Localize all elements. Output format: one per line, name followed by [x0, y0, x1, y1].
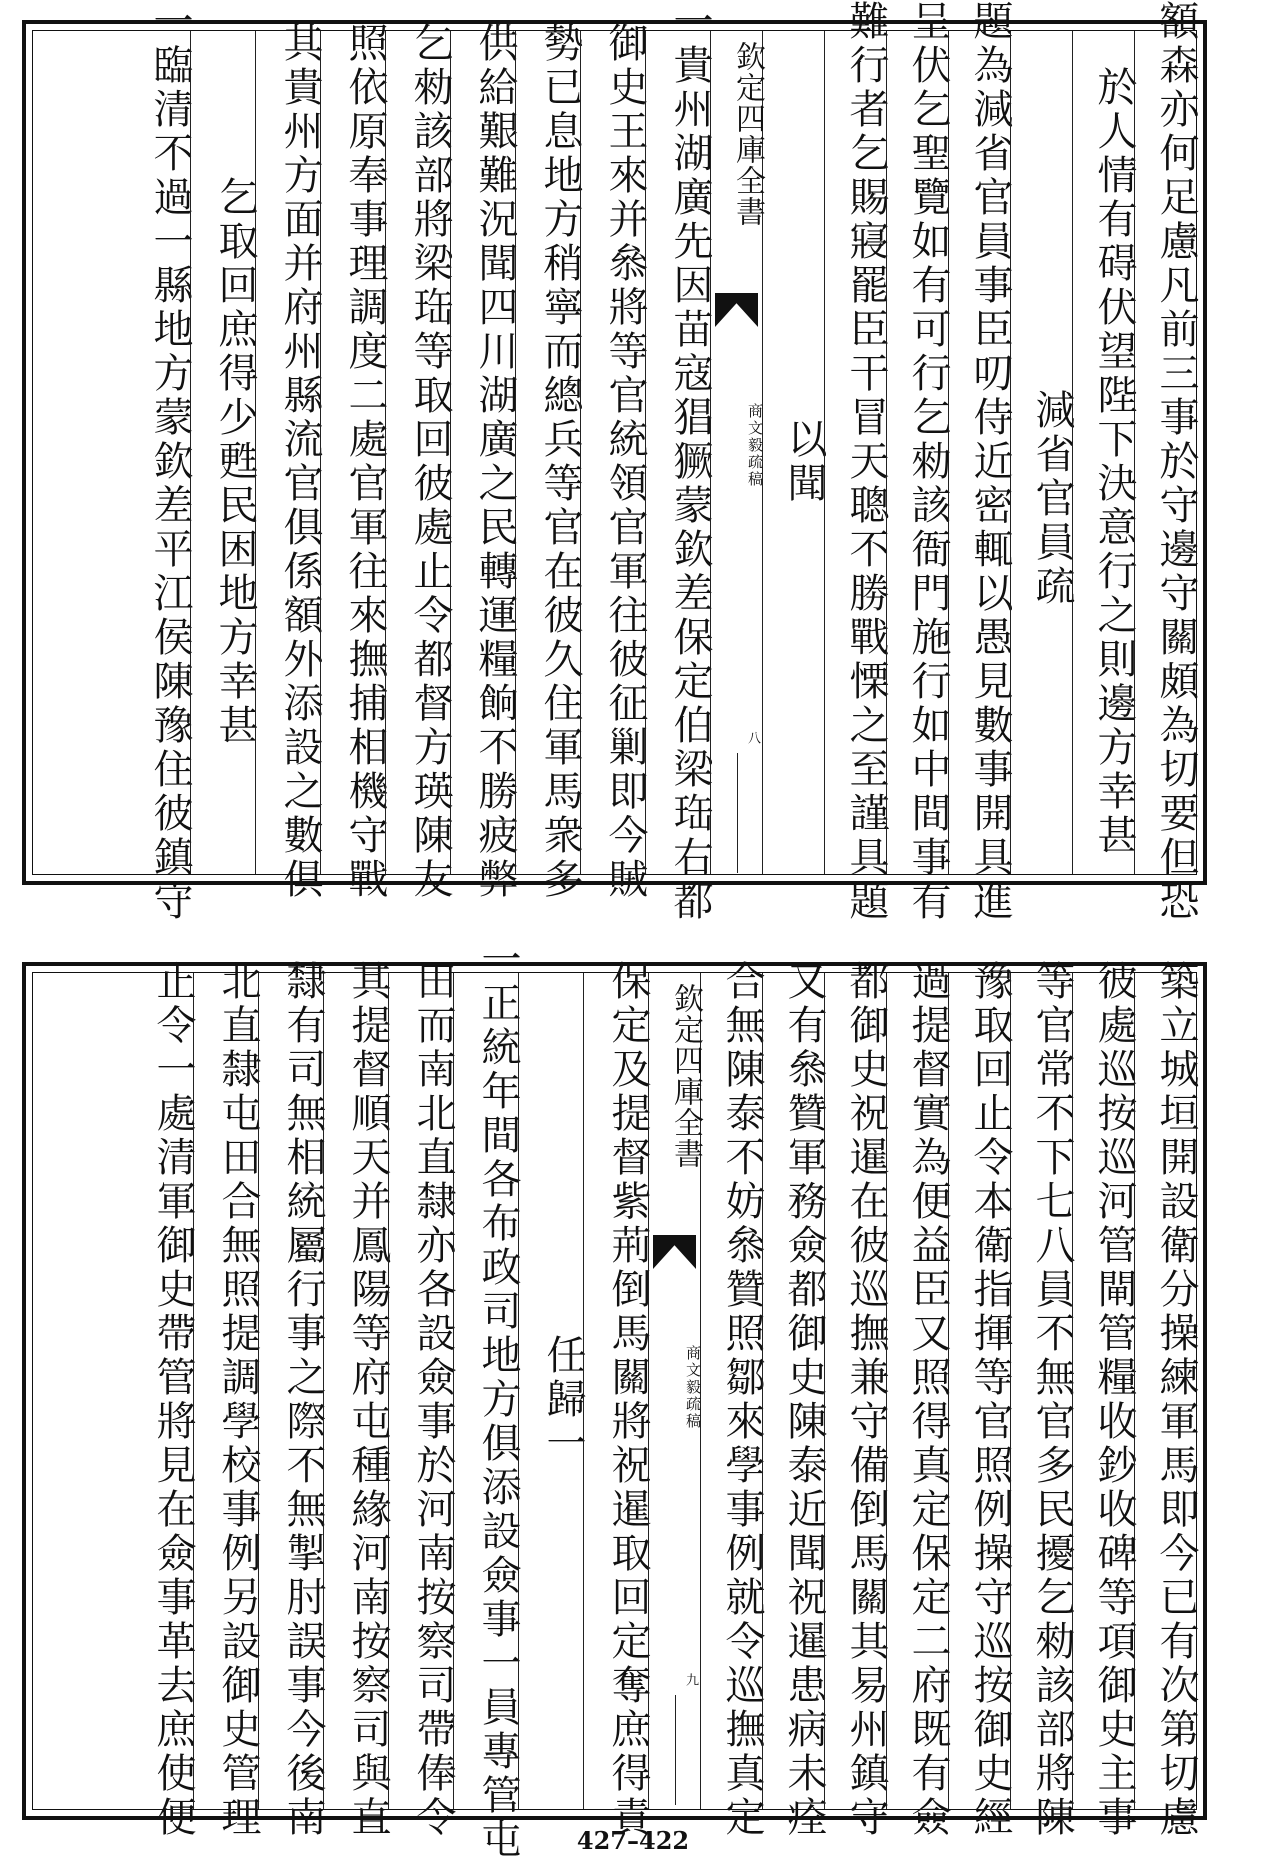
- text-column: 其貴州方面并府州縣流官俱係額外添設之數俱: [255, 31, 320, 874]
- text-column: 任歸一: [518, 973, 583, 1809]
- text-column: 過提督實為便益臣又照得真定保定二府既有僉: [886, 973, 948, 1809]
- page-number: 八: [745, 731, 760, 744]
- text-column: 題為減省官員事臣叨侍近密輒以愚見數事開具進: [948, 31, 1010, 874]
- text-column: 築立城垣開設衛分操練軍馬即今已有次第切慮: [1134, 973, 1196, 1809]
- text-column: 御史王來并叅將等官統領官軍往彼征剿即今賊: [580, 31, 645, 874]
- section-heading: 減省官員疏: [1010, 31, 1072, 874]
- fish-tail-mark: [715, 293, 758, 327]
- text-column: 以聞: [762, 31, 824, 874]
- text-column: 豫取回止令本衛指揮等官照例操守巡按御史經: [948, 973, 1010, 1809]
- text-column: 合無陳泰不妨叅贊照鄒來學事例就令巡撫真定: [700, 973, 762, 1809]
- work-title: 商文毅疏稿: [684, 1345, 702, 1430]
- text-column: 都御史祝暹在彼巡撫兼守備倒馬關其易州鎮守: [824, 973, 886, 1809]
- text-column: 供給艱難況聞四川湖廣之民轉運糧餉不勝疲弊: [450, 31, 515, 874]
- work-title: 商文毅疏稿: [746, 403, 764, 488]
- text-column: 一臨清不過一縣地方蒙欽差平江侯陳豫住彼鎮守: [147, 0, 193, 924]
- text-column: 等官常不下七八員不無官多民擾乞勑該部將陳: [1010, 973, 1072, 1809]
- text-column: 呈伏乞聖覽如有可行乞勑該衙門施行如中間事有: [886, 31, 948, 874]
- text-column: 止令一處清軍御史帶管將見在僉事革去庶使便: [150, 960, 196, 1840]
- text-column: 難行者乞賜寢罷臣干冒天聰不勝戰慄之至謹具題: [824, 31, 886, 874]
- text-column: 田而南北直隸亦各設僉事於河南按察司帶俸令: [388, 973, 453, 1809]
- margin-rule: [675, 1695, 676, 1805]
- text-column: 額森亦何足慮凡前三事於守邊守關頗為切要但恐: [1134, 31, 1196, 874]
- text-column: 其提督順天并鳳陽等府屯種緣河南按察司與直: [323, 973, 388, 1809]
- text-column: 於人情有碍伏望陛下決意行之則邊方幸甚: [1072, 31, 1134, 874]
- text-column: 照依原奉事理調度二處官軍往來撫捕相機守戰: [320, 31, 385, 874]
- text-column: 保定及提督紫荊倒馬關將祝暹取回定奪庶得責: [583, 973, 648, 1809]
- margin-rule: [737, 753, 738, 873]
- book-title: 欽定四庫全書: [730, 41, 765, 227]
- text-column: 北直隸屯田合無照提調學校事例另設御史管理: [193, 973, 258, 1809]
- text-column: 乞勑該部將梁珤等取回彼處止令都督方瑛陳友: [385, 31, 450, 874]
- volume-page-number: 427–422: [576, 1826, 690, 1855]
- text-column: 勢已息地方稍寧而總兵等官在彼久住軍馬衆多: [515, 31, 580, 874]
- top-page-text-grid: [32, 0, 1199, 924]
- fish-tail-mark: [653, 1235, 696, 1269]
- book-title: 欽定四庫全書: [668, 983, 703, 1169]
- center-margin-column: [710, 31, 765, 874]
- text-column: 一貴州湖廣先因苗寇猖獗蒙欽差保定伯梁珤右都: [645, 31, 710, 874]
- top-page-panel: [22, 0, 1207, 924]
- text-column: 乞取回庶得少甦民困地方幸甚: [190, 31, 255, 874]
- text-column: 一正統年間各布政司地方俱添設僉事一員專管屯: [453, 973, 518, 1809]
- center-margin-column: [648, 973, 703, 1809]
- page-number: 九: [683, 1673, 698, 1686]
- text-column: 又有叅贊軍務僉都御史陳泰近聞祝暹患病未痊: [762, 973, 824, 1809]
- text-column: 隸有司無相統屬行事之際不無掣肘誤事今後南: [258, 973, 323, 1809]
- text-column: 彼處巡按巡河管閘管糧收鈔收碑等項御史主事: [1072, 973, 1134, 1809]
